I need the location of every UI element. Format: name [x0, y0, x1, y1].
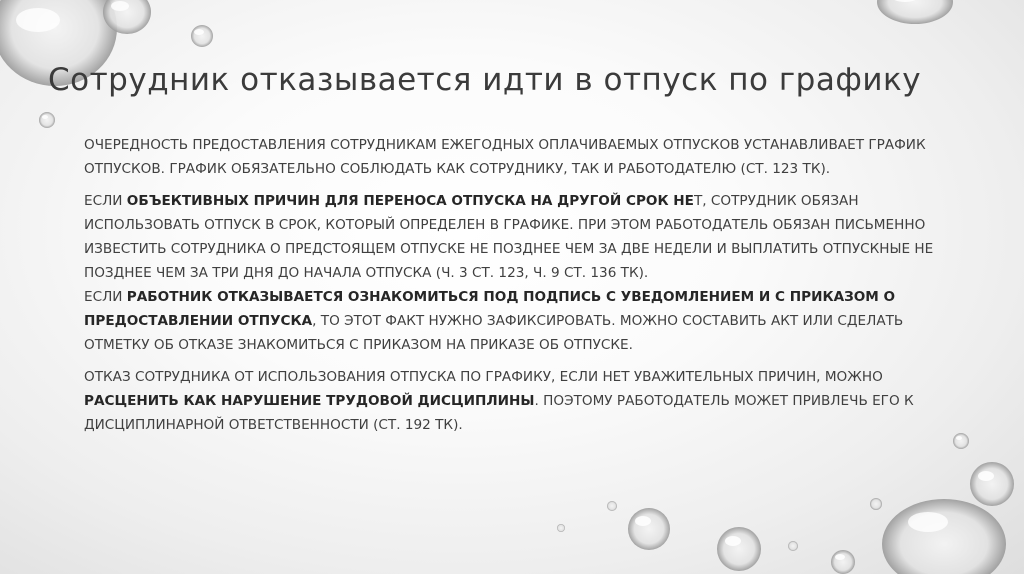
drop-icon	[788, 541, 798, 551]
paragraph-schedule: ОЧЕРЕДНОСТЬ ПРЕДОСТАВЛЕНИЯ СОТРУДНИКАМ ЕЖЕГОДНЫХ ОПЛАЧИВАЕМЫХ ОТПУСКОВ УСТАНАВЛИВАЕТ ГРАФИК ОТПУСКОВ. ГРАФИК ОБЯЗАТЕЛЬНО СОБЛЮДАТЬ КАК СОТРУДНИКУ, ТАК И РАБОТОДАТЕЛЮ (СТ. 123 ТК).	[84, 137, 926, 177]
paragraph-text: ОТКАЗ СОТРУДНИКА ОТ ИСПОЛЬЗОВАНИЯ ОТПУСКА ПО ГРАФИКУ, ЕСЛИ НЕТ УВАЖИТЕЛЬНЫХ ПРИЧИН, МОЖНО	[84, 369, 883, 385]
paragraph-no-reasons	[84, 189, 954, 285]
paragraph-text: Т, СОТРУДНИК ОБЯЗАН ИСПОЛЬЗОВАТЬ ОТПУСК В СРОК, КОТОРЫЙ ОПРЕДЕЛЕН В ГРАФИКЕ. ПРИ ЭТОМ РАБОТОДАТЕЛЬ ОБЯЗАН ПИСЬМЕННО ИЗВЕСТИТЬ СОТРУДНИКА О ПРЕДСТОЯЩЕМ ОТПУСКЕ НЕ ПОЗДНЕЕ ЧЕМ ЗА ДВЕ НЕДЕЛИ И ВЫПЛАТИТЬ ОТПУСКНЫЕ НЕ ПОЗДНЕЕ ЧЕМ ЗА ТРИ ДНЯ ДО НАЧАЛА ОТПУСКА (Ч. 3 СТ. 123, Ч. 9 СТ. 136 ТК).	[84, 193, 934, 281]
paragraph-text: . ПОЭТОМУ РАБОТОДАТЕЛЬ МОЖЕТ ПРИВЛЕЧЬ ЕГО К ДИСЦИПЛИНАРНОЙ ОТВЕТСТВЕННОСТИ (СТ. 192 ТК).	[84, 393, 914, 433]
slide-title: Сотрудник отказывается идти в отпуск по графику	[48, 62, 922, 98]
paragraph-refusal-to-sign	[84, 285, 954, 357]
drop-icon	[870, 498, 882, 510]
drop-icon	[191, 25, 213, 47]
paragraph-text: ЕСЛИ	[84, 289, 127, 305]
paragraph-discipline	[84, 365, 954, 437]
paragraph-bold-text: ОБЪЕКТИВНЫХ ПРИЧИН ДЛЯ ПЕРЕНОСА ОТПУСКА НА ДРУГОЙ СРОК НЕ	[126, 193, 694, 209]
drop-icon	[953, 433, 969, 449]
paragraph-bold-text: РАСЦЕНИТЬ КАК НАРУШЕНИЕ ТРУДОВОЙ ДИСЦИПЛИНЫ	[84, 393, 535, 409]
paragraph-bold-text: РАБОТНИК ОТКАЗЫВАЕТСЯ ОЗНАКОМИТЬСЯ ПОД ПОДПИСЬ С УВЕДОМЛЕНИЕМ И С ПРИКАЗОМ О ПРЕДОСТАВЛЕНИИ ОТПУСКА	[84, 289, 896, 329]
drop-icon	[607, 501, 617, 511]
drop-icon	[970, 462, 1014, 506]
paragraph-text: ЕСЛИ	[84, 193, 127, 209]
slide-body	[84, 133, 954, 445]
drop-icon	[882, 499, 1006, 574]
drop-icon	[39, 112, 55, 128]
drop-icon	[628, 508, 670, 550]
drop-icon	[877, 0, 953, 24]
drop-icon	[831, 550, 855, 574]
drop-icon	[557, 524, 565, 532]
paragraph-text: , ТО ЭТОТ ФАКТ НУЖНО ЗАФИКСИРОВАТЬ. МОЖНО СОСТАВИТЬ АКТ ИЛИ СДЕЛАТЬ ОТМЕТКУ ОБ ОТКАЗЕ ЗНАКОМИТЬСЯ С ПРИКАЗОМ НА ПРИКАЗЕ ОБ ОТПУСКЕ.	[84, 313, 904, 353]
drop-icon	[717, 527, 761, 571]
